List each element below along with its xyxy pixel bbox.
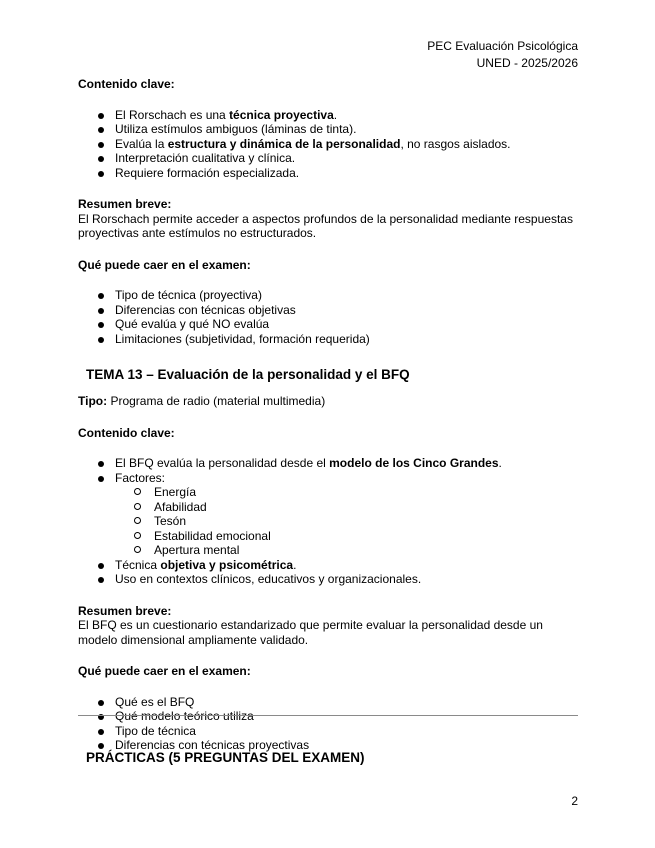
list-item: Factores: Energía Afabilidad Tesón Estabilidad emocional Apertura mental (78, 471, 578, 558)
factor-item: Apertura mental (78, 543, 578, 558)
bfq-exam-list (78, 695, 578, 753)
list-item: Interpretación cualitativa y clínica. (78, 151, 578, 166)
tipo-line (78, 394, 578, 409)
page-content (78, 77, 578, 753)
list-item: Requiere formación especializada. (78, 166, 578, 181)
factor-item: Tesón (78, 514, 578, 529)
list-item: Evalúa la estructura y dinámica de la personalidad, no rasgos aislados. (78, 137, 578, 152)
factor-item: Energía (78, 485, 578, 500)
header-course: PEC Evaluación Psicológica (427, 39, 578, 53)
contenido-clave-heading: Contenido clave: (78, 77, 175, 91)
bfq-key-content-list (78, 456, 578, 587)
list-item: Limitaciones (subjetividad, formación requerida) (78, 332, 578, 347)
factor-item: Estabilidad emocional (78, 529, 578, 544)
list-item: Tipo de técnica (proyectiva) (78, 288, 578, 303)
list-item: El BFQ evalúa la personalidad desde el modelo de los Cinco Grandes. (78, 456, 578, 471)
examen-heading: Qué puede caer en el examen: (78, 257, 251, 272)
tema-13-title: TEMA 13 – Evaluación de la personalidad y el BFQ (86, 367, 410, 382)
header-institution: UNED - 2025/2026 (476, 56, 578, 70)
list-item: Diferencias con técnicas proyectivas (78, 738, 578, 753)
contenido-clave-heading: Contenido clave: (78, 425, 175, 440)
list-item: Qué evalúa y qué NO evalúa (78, 317, 578, 332)
list-item: Tipo de técnica (78, 724, 578, 739)
factor-item: Afabilidad (78, 500, 578, 515)
factores-list (115, 485, 578, 558)
resumen-breve-heading: Resumen breve: (78, 603, 172, 618)
examen-heading: Qué puede caer en el examen: (78, 664, 251, 678)
list-item: Técnica objetiva y psicométrica. (78, 558, 578, 573)
list-item: Qué es el BFQ (78, 695, 578, 710)
resumen-text: El Rorschach permite acceder a aspectos profundos de la personalidad mediante respuestas proyectivas ante estímulos no estructurados. (78, 211, 573, 240)
list-item: El Rorschach es una técnica proyectiva. (78, 108, 578, 123)
tipo-label: Tipo: (78, 394, 108, 408)
list-item: Qué modelo teórico utiliza (78, 709, 578, 724)
page-number: 2 (571, 794, 578, 808)
list-item: Uso en contextos clínicos, educativos y organizacionales. (78, 572, 578, 587)
resumen-text: El BFQ es un cuestionario estandarizado que permite evaluar la personalidad desde un modelo dimensional ampliamente validado. (78, 618, 543, 647)
rorschach-exam-list (78, 288, 578, 346)
tipo-value: Programa de radio (material multimedia) (107, 394, 326, 408)
rorschach-key-content-list (78, 108, 578, 181)
horizontal-divider (78, 715, 578, 716)
page-header (427, 38, 578, 72)
list-item: Utiliza estímulos ambiguos (láminas de tinta). (78, 122, 578, 137)
list-item: Diferencias con técnicas objetivas (78, 303, 578, 318)
resumen-breve-heading: Resumen breve: (78, 197, 172, 211)
practicas-heading: PRÁCTICAS (5 PREGUNTAS DEL EXAMEN) (86, 750, 365, 765)
